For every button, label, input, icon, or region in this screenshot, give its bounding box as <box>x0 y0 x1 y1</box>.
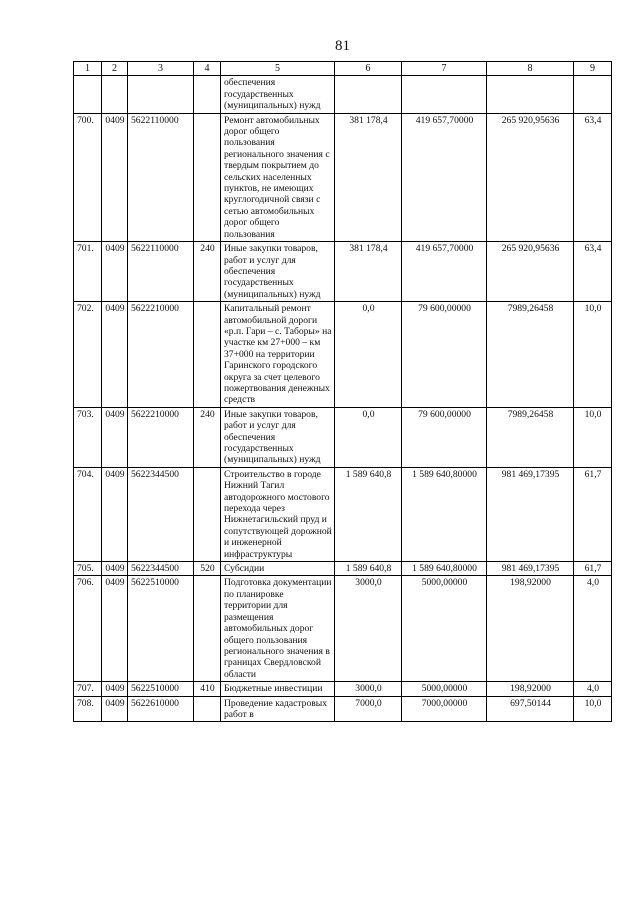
execution-percent-cell: 10,0 <box>574 302 612 408</box>
row-number-cell: 704. <box>74 467 102 561</box>
planned-amount-cell: 1 589 640,8 <box>335 562 402 576</box>
item-name-cell: Капитальный ремонт автомобильной дороги «р.п. Гари – с. Таборы» на участке км 27+000 – км 37+000 на территории Гаринского городского округа за счет целевого пожертвования денежных средств <box>221 302 335 408</box>
revised-amount-cell: 5000,00000 <box>402 576 487 682</box>
item-name-cell: Ремонт автомобильных дорог общего пользования регионального значения с твердым покрытием до сельских населенных пунктов, не имеющих круглогодичной связи с сетью автомобильных дорог общего пользования <box>221 113 335 241</box>
target-article-cell: 5622344500 <box>128 562 194 576</box>
target-article-cell: 5622110000 <box>128 242 194 302</box>
section-code-cell: 0409 <box>102 467 128 561</box>
executed-amount-cell <box>487 76 574 113</box>
target-article-cell: 5622110000 <box>128 113 194 241</box>
budget-table <box>73 61 612 722</box>
item-name-cell: Проведение кадастровых работ в <box>221 696 335 722</box>
planned-amount-cell: 7000,0 <box>335 696 402 722</box>
execution-percent-cell: 4,0 <box>574 576 612 682</box>
target-article-cell <box>128 76 194 113</box>
revised-amount-cell: 1 589 640,80000 <box>402 467 487 561</box>
column-header: 4 <box>194 62 221 76</box>
expense-type-cell: 240 <box>194 242 221 302</box>
revised-amount-cell: 7000,00000 <box>402 696 487 722</box>
row-number-cell <box>74 76 102 113</box>
expense-type-cell <box>194 113 221 241</box>
expense-type-cell: 410 <box>194 682 221 696</box>
revised-amount-cell: 79 600,00000 <box>402 302 487 408</box>
row-number-cell: 708. <box>74 696 102 722</box>
executed-amount-cell: 981 469,17395 <box>487 467 574 561</box>
row-number-cell: 701. <box>74 242 102 302</box>
revised-amount-cell: 79 600,00000 <box>402 407 487 467</box>
executed-amount-cell: 265 920,95636 <box>487 113 574 241</box>
planned-amount-cell: 381 178,4 <box>335 242 402 302</box>
target-article-cell: 5622344500 <box>128 467 194 561</box>
target-article-cell: 5622210000 <box>128 407 194 467</box>
execution-percent-cell: 63,4 <box>574 242 612 302</box>
execution-percent-cell: 63,4 <box>574 113 612 241</box>
target-article-cell: 5622210000 <box>128 302 194 408</box>
item-name-cell: Бюджетные инвестиции <box>221 682 335 696</box>
column-header: 7 <box>402 62 487 76</box>
item-name-cell: Подготовка документации по планировке территории для размещения автомобильных дорог общего пользования регионального значения в границах Свердловской области <box>221 576 335 682</box>
section-code-cell: 0409 <box>102 682 128 696</box>
section-code-cell: 0409 <box>102 407 128 467</box>
section-code-cell: 0409 <box>102 302 128 408</box>
execution-percent-cell: 10,0 <box>574 696 612 722</box>
expense-type-cell <box>194 696 221 722</box>
row-number-cell: 707. <box>74 682 102 696</box>
row-number-cell: 700. <box>74 113 102 241</box>
executed-amount-cell: 265 920,95636 <box>487 242 574 302</box>
section-code-cell: 0409 <box>102 576 128 682</box>
table-row <box>74 682 612 696</box>
revised-amount-cell: 5000,00000 <box>402 682 487 696</box>
planned-amount-cell <box>335 76 402 113</box>
expense-type-cell <box>194 76 221 113</box>
table-row <box>74 407 612 467</box>
table-row <box>74 576 612 682</box>
expense-type-cell <box>194 467 221 561</box>
column-header: 5 <box>221 62 335 76</box>
column-header: 3 <box>128 62 194 76</box>
execution-percent-cell: 61,7 <box>574 467 612 561</box>
item-name-cell: обеспечения государственных (муниципальных) нужд <box>221 76 335 113</box>
column-header: 1 <box>74 62 102 76</box>
executed-amount-cell: 198,92000 <box>487 576 574 682</box>
expense-type-cell <box>194 576 221 682</box>
execution-percent-cell: 61,7 <box>574 562 612 576</box>
section-code-cell: 0409 <box>102 562 128 576</box>
revised-amount-cell: 419 657,70000 <box>402 242 487 302</box>
target-article-cell: 5622510000 <box>128 576 194 682</box>
execution-percent-cell <box>574 76 612 113</box>
target-article-cell: 5622610000 <box>128 696 194 722</box>
section-code-cell <box>102 76 128 113</box>
item-name-cell: Иные закупки товаров, работ и услуг для обеспечения государственных (муниципальных) нужд <box>221 242 335 302</box>
section-code-cell: 0409 <box>102 696 128 722</box>
executed-amount-cell: 981 469,17395 <box>487 562 574 576</box>
table-row <box>74 113 612 241</box>
item-name-cell: Иные закупки товаров, работ и услуг для обеспечения государственных (муниципальных) нужд <box>221 407 335 467</box>
table-row <box>74 76 612 113</box>
page-number: 81 <box>335 38 350 54</box>
row-number-cell: 703. <box>74 407 102 467</box>
table-row <box>74 562 612 576</box>
expense-type-cell: 520 <box>194 562 221 576</box>
expense-type-cell: 240 <box>194 407 221 467</box>
item-name-cell: Субсидии <box>221 562 335 576</box>
column-header-row <box>74 62 612 76</box>
executed-amount-cell: 697,50144 <box>487 696 574 722</box>
section-code-cell: 0409 <box>102 242 128 302</box>
planned-amount-cell: 0,0 <box>335 407 402 467</box>
column-header: 9 <box>574 62 612 76</box>
target-article-cell: 5622510000 <box>128 682 194 696</box>
row-number-cell: 702. <box>74 302 102 408</box>
row-number-cell: 705. <box>74 562 102 576</box>
column-header: 2 <box>102 62 128 76</box>
execution-percent-cell: 10,0 <box>574 407 612 467</box>
planned-amount-cell: 3000,0 <box>335 576 402 682</box>
table-row <box>74 467 612 561</box>
executed-amount-cell: 198,92000 <box>487 682 574 696</box>
item-name-cell: Строительство в городе Нижний Тагил автодорожного мостового перехода через Нижнетагильский пруд и сопутствующей дорожной и инженерной инфраструктуры <box>221 467 335 561</box>
planned-amount-cell: 1 589 640,8 <box>335 467 402 561</box>
revised-amount-cell: 419 657,70000 <box>402 113 487 241</box>
table-row <box>74 696 612 722</box>
column-header: 6 <box>335 62 402 76</box>
column-header: 8 <box>487 62 574 76</box>
executed-amount-cell: 7989,26458 <box>487 302 574 408</box>
table-row <box>74 302 612 408</box>
planned-amount-cell: 3000,0 <box>335 682 402 696</box>
table-row <box>74 242 612 302</box>
row-number-cell: 706. <box>74 576 102 682</box>
expense-type-cell <box>194 302 221 408</box>
executed-amount-cell: 7989,26458 <box>487 407 574 467</box>
section-code-cell: 0409 <box>102 113 128 241</box>
revised-amount-cell <box>402 76 487 113</box>
planned-amount-cell: 0,0 <box>335 302 402 408</box>
execution-percent-cell: 4,0 <box>574 682 612 696</box>
planned-amount-cell: 381 178,4 <box>335 113 402 241</box>
revised-amount-cell: 1 589 640,80000 <box>402 562 487 576</box>
